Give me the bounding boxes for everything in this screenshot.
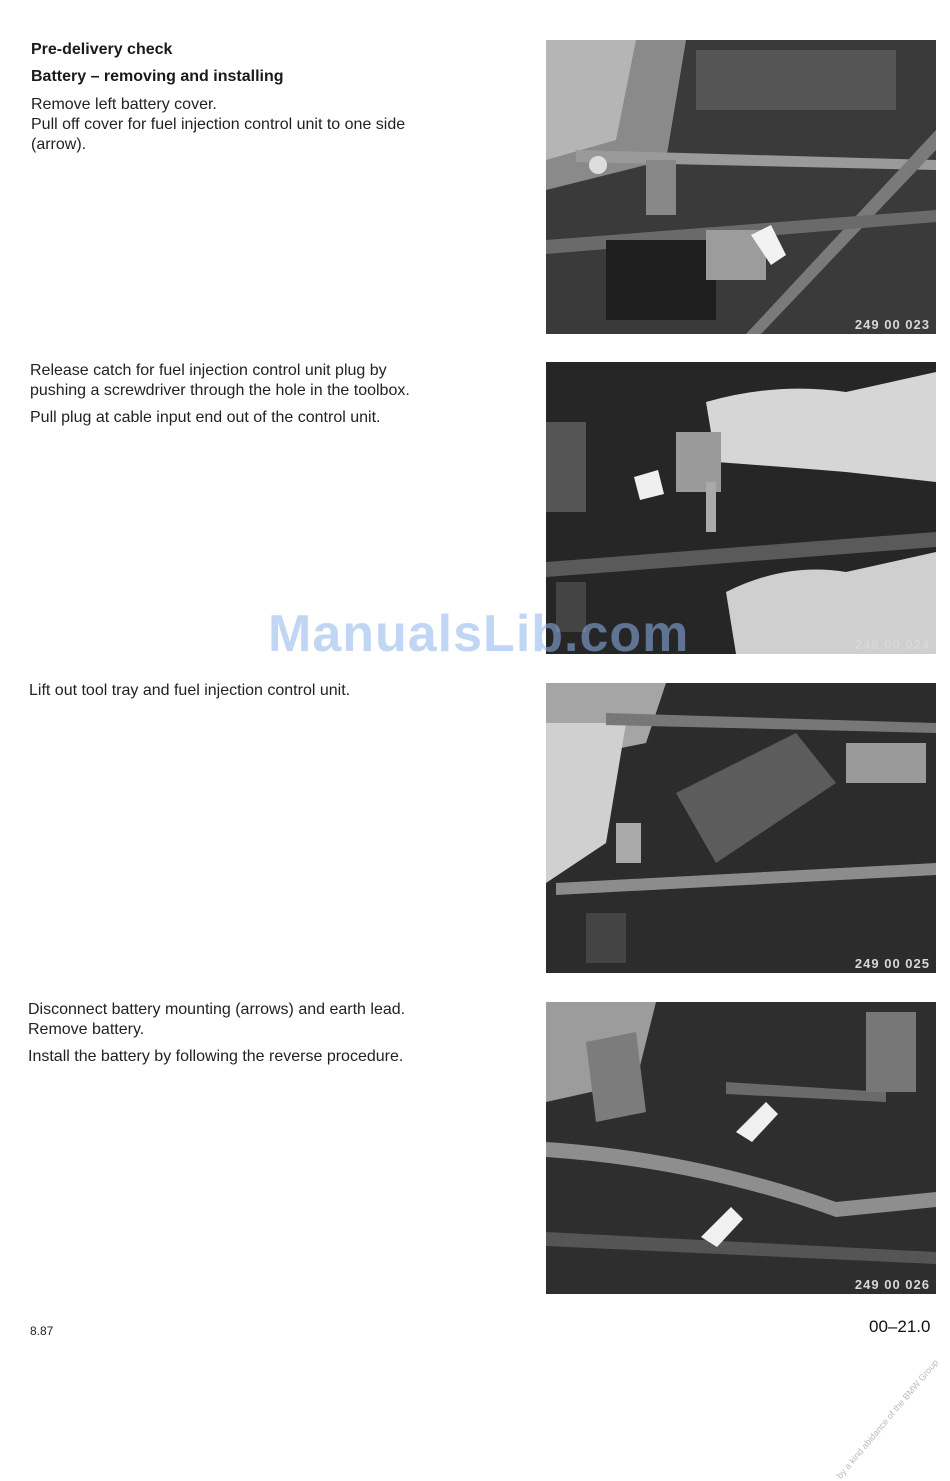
figure-photo-4	[546, 1002, 936, 1294]
figure-photo-3	[546, 683, 936, 973]
watermark: ManualsLib.com	[268, 605, 690, 663]
step-1-line-3: (arrow).	[31, 136, 87, 153]
side-note: by a kind abidance of the BMW Group	[834, 1357, 940, 1481]
battery-compartment-image	[546, 40, 936, 334]
battery-mounting-image	[546, 1002, 936, 1294]
figure-photo-1	[546, 40, 936, 334]
step-2-line-3: Pull plug at cable input end out of the control unit.	[30, 409, 381, 426]
tool-tray-image	[546, 683, 936, 973]
step-2-line-1: Release catch for fuel injection control unit plug by	[30, 362, 387, 379]
figure-number: 249 00 025	[854, 956, 930, 971]
step-4-line-1: Disconnect battery mounting (arrows) and earth lead.	[28, 1001, 406, 1018]
section-subtitle: Battery – removing and installing	[31, 68, 284, 85]
step-1-line-1: Remove left battery cover.	[31, 96, 217, 113]
step-2-line-2: pushing a screwdriver through the hole in the toolbox.	[30, 382, 410, 399]
footer-date: 8.87	[30, 1324, 54, 1338]
figure-number: 249 00 023	[854, 317, 930, 332]
figure-number: 249 00 026	[854, 1277, 930, 1292]
step-4-line-3: Install the battery by following the reverse procedure.	[28, 1048, 404, 1065]
step-1-line-2: Pull off cover for fuel injection control unit to one side	[31, 116, 406, 133]
section-title: Pre-delivery check	[31, 41, 173, 58]
step-4-line-2: Remove battery.	[28, 1021, 145, 1038]
page-number: 00–21.0	[869, 1317, 931, 1336]
step-3-line-1: Lift out tool tray and fuel injection control unit.	[29, 682, 351, 699]
figure-number: 249 00 024	[854, 637, 930, 652]
